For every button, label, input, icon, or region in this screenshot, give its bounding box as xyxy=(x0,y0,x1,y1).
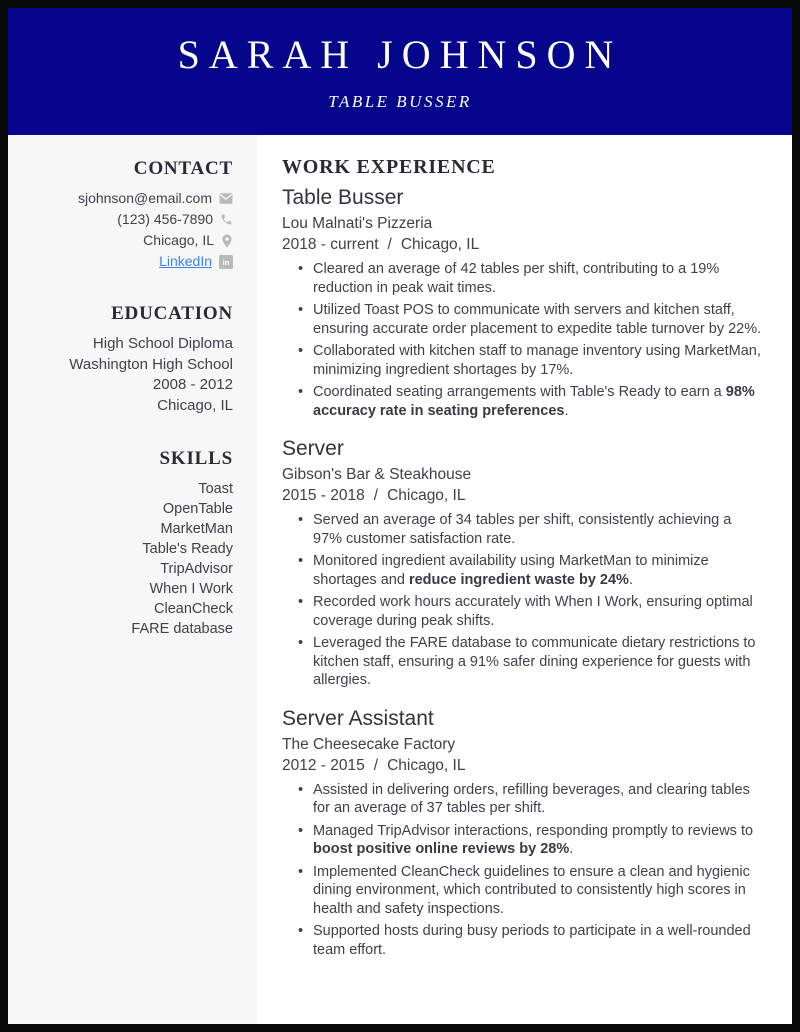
person-job-title: TABLE BUSSER xyxy=(328,92,472,111)
skill-item: OpenTable xyxy=(162,501,233,517)
job-bullet: • Cleared an average of 42 tables per shift, contributing to a 19% reduction in peak wait times. xyxy=(313,260,762,297)
job-bullet: • Assisted in delivering orders, refilling beverages, and clearing tables for an average of 37 tables per shift. xyxy=(313,781,762,818)
sidebar xyxy=(8,135,257,1024)
job-company: Lou Malnati's Pizzeria xyxy=(282,215,433,232)
bullet-highlight: boost positive online reviews by 28% xyxy=(313,841,570,857)
svg-text:in: in xyxy=(222,257,230,267)
job-entry xyxy=(282,437,762,690)
person-name: SARAH JOHNSON xyxy=(177,32,623,77)
job-location: Chicago, IL xyxy=(400,236,480,253)
contact-section xyxy=(20,158,233,271)
job-title: Server xyxy=(282,437,344,460)
job-bullets xyxy=(282,260,762,420)
job-location: Chicago, IL xyxy=(387,487,466,504)
job-bullet: • Supported hosts during busy periods to participate in a well-rounded team effort. xyxy=(313,922,762,959)
job-dates: 2012 - 2015 xyxy=(282,756,365,774)
skill-item: FARE database xyxy=(131,621,233,637)
job-location: Chicago, IL xyxy=(387,756,466,774)
job-dates-location xyxy=(282,755,762,776)
contact-value: Chicago, IL xyxy=(143,232,214,248)
skills-section xyxy=(20,448,233,639)
linkedin-link[interactable]: LinkedIn xyxy=(159,253,212,269)
skill-item: CleanCheck xyxy=(154,601,233,617)
education-section xyxy=(20,303,233,416)
work-experience-heading: WORK EXPERIENCE xyxy=(282,156,496,178)
location-icon xyxy=(221,234,233,248)
skill-item: Table's Ready xyxy=(142,541,233,557)
job-entry xyxy=(282,707,762,960)
contact-value: (123) 456-7890 xyxy=(117,211,213,227)
skills-heading: SKILLS xyxy=(159,448,233,469)
job-title: Table Busser xyxy=(282,186,404,209)
job-bullet: • Implemented CleanCheck guidelines to ensure a clean and hygienic dining environment, which contributed to consistently high scores in health and safety inspections. xyxy=(313,863,762,919)
skill-item: When I Work xyxy=(149,581,233,597)
job-bullet: • Served an average of 34 tables per shift, consistently achieving a 97% customer satisfaction rate. xyxy=(313,511,762,548)
job-company: The Cheesecake Factory xyxy=(282,735,456,753)
job-bullet: • Utilized Toast POS to communicate with servers and kitchen staff, ensuring accurate order placement to expedite table turnover by 22%. xyxy=(313,301,762,338)
job-bullet: • Recorded work hours accurately with When I Work, ensuring optimal coverage during peak shifts. xyxy=(313,593,762,630)
job-bullet: • Coordinated seating arrangements with Table's Ready to earn a 98% accuracy rate in seating preferences. xyxy=(313,383,762,420)
job-dates-location xyxy=(282,234,762,255)
skill-item: MarketMan xyxy=(160,521,233,537)
job-bullet: • Leveraged the FARE database to communicate dietary restrictions to kitchen staff, ensuring a 91% safer dining experience for guests with allergies. xyxy=(313,634,762,690)
contact-item xyxy=(20,252,233,271)
job-dates-location xyxy=(282,485,762,506)
education-dates: 2008 - 2012 xyxy=(152,376,233,393)
job-bullets xyxy=(282,781,762,960)
skill-item: Toast xyxy=(198,481,233,497)
bullet-highlight: 98% accuracy rate in seating preferences xyxy=(313,384,755,419)
job-company: Gibson's Bar & Steakhouse xyxy=(282,466,472,483)
contact-list xyxy=(20,189,233,271)
education-school: Washington High School xyxy=(69,355,233,373)
contact-value: sjohnson@email.com xyxy=(77,190,212,206)
job-dates: 2015 - 2018 xyxy=(282,487,365,504)
bullet-highlight: reduce ingredient waste by 24% xyxy=(408,571,629,588)
education-degree: High School Diploma xyxy=(92,335,233,352)
job-bullet: • Monitored ingredient availability using MarketMan to minimize shortages and reduce ingredient waste by 24%. xyxy=(313,552,762,589)
job-bullets xyxy=(282,511,762,690)
job-title: Server Assistant xyxy=(282,706,434,730)
contact-item xyxy=(20,189,233,208)
job-bullet: • Collaborated with kitchen staff to manage inventory using MarketMan, minimizing ingredient shortages by 17%. xyxy=(313,342,762,379)
job-bullet: • Managed TripAdvisor interactions, responding promptly to reviews to boost positive online reviews by 28%. xyxy=(313,822,762,859)
main-column xyxy=(257,135,792,1024)
contact-item xyxy=(20,231,233,250)
phone-icon xyxy=(220,213,233,226)
job-dates: 2018 - current xyxy=(282,236,379,253)
contact-item xyxy=(20,210,233,229)
job-entry xyxy=(282,186,762,420)
jobs-list xyxy=(282,186,762,959)
contact-heading: CONTACT xyxy=(133,158,233,179)
job-meta-separator: / xyxy=(373,756,379,774)
job-meta-separator: / xyxy=(373,487,379,504)
job-meta-separator: / xyxy=(387,236,392,253)
header-banner xyxy=(8,8,792,135)
skill-item: TripAdvisor xyxy=(160,561,233,577)
skills-list xyxy=(20,479,233,639)
envelope-icon xyxy=(219,192,233,205)
education-heading: EDUCATION xyxy=(111,303,233,324)
content-columns xyxy=(8,135,792,1024)
linkedin-icon xyxy=(219,255,233,269)
education-location: Chicago, IL xyxy=(157,396,233,414)
